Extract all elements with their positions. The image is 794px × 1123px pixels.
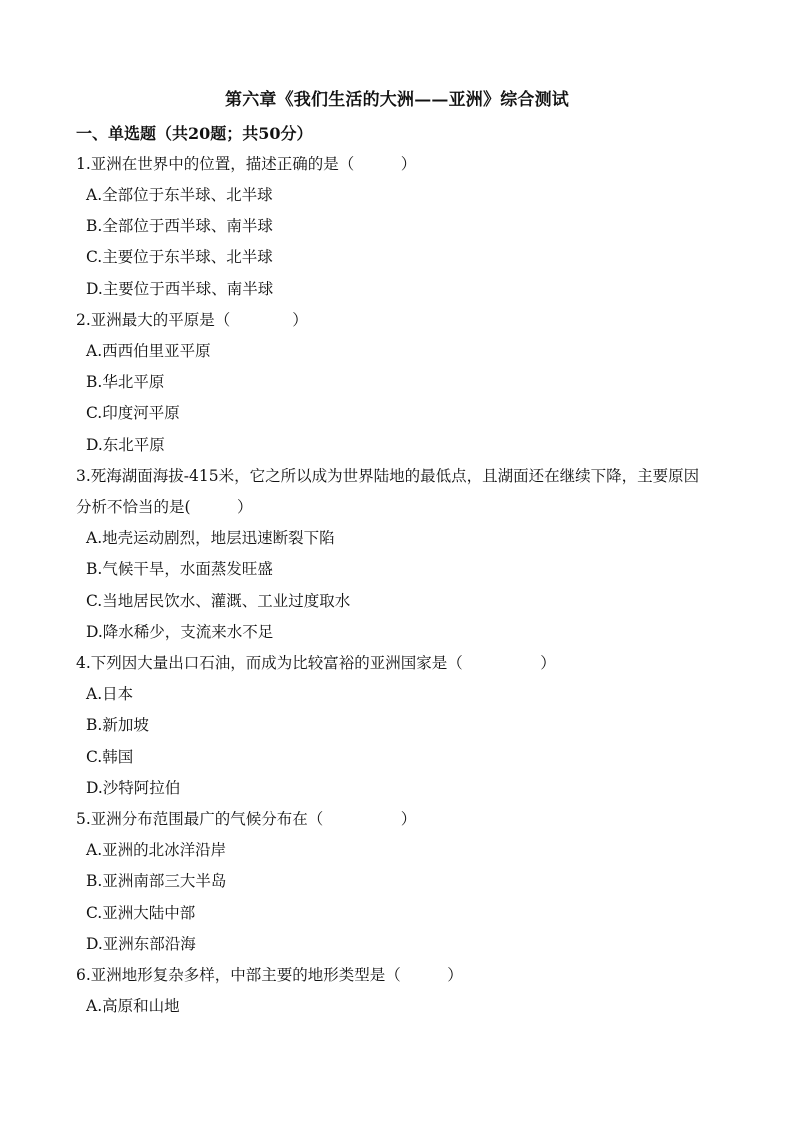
question-stem-5: 5.亚洲分布范围最广的气候分布在（ ）: [76, 810, 417, 828]
option-5c: C.亚洲大陆中部: [86, 904, 196, 922]
question-stem-2: 2.亚洲最大的平原是（ ）: [76, 311, 308, 329]
option-4c: C.韩国: [86, 748, 134, 766]
option-4a: A.日本: [86, 685, 134, 703]
option-4b: B.新加坡: [86, 716, 149, 734]
option-2a: A.西西伯里亚平原: [86, 342, 211, 360]
option-2b: B.华北平原: [86, 373, 165, 391]
page-title: 第六章《我们生活的大洲——亚洲》综合测试: [225, 90, 569, 110]
question-stem-3-cont: 分析不恰当的是( ）: [76, 498, 253, 516]
question-stem-6: 6.亚洲地形复杂多样，中部主要的地形类型是（ ）: [76, 966, 463, 984]
option-3c: C.当地居民饮水、灌溉、工业过度取水: [86, 592, 351, 610]
question-stem-3: 3.死海湖面海拔-415米，它之所以成为世界陆地的最低点，且湖面还在继续下降，主要原因: [76, 467, 700, 485]
option-3b: B.气候干旱，水面蒸发旺盛: [86, 560, 273, 578]
option-6a: A.高原和山地: [86, 997, 180, 1015]
option-1b: B.全部位于西半球、南半球: [86, 217, 273, 235]
option-1a: A.全部位于东半球、北半球: [86, 186, 273, 204]
option-3d: D.降水稀少，支流来水不足: [86, 623, 274, 641]
question-stem-4: 4.下列因大量出口石油，而成为比较富裕的亚洲国家是（ ）: [76, 654, 556, 672]
option-2d: D.东北平原: [86, 436, 165, 454]
option-4d: D.沙特阿拉伯: [86, 779, 181, 797]
option-5d: D.亚洲东部沿海: [86, 935, 196, 953]
option-5a: A.亚洲的北冰洋沿岸: [86, 841, 227, 859]
option-5b: B.亚洲南部三大半岛: [86, 872, 227, 890]
option-1c: C.主要位于东半球、北半球: [86, 248, 273, 266]
question-stem-1: 1.亚洲在世界中的位置，描述正确的是（ ）: [76, 155, 417, 173]
option-3a: A.地壳运动剧烈，地层迅速断裂下陷: [86, 529, 335, 547]
option-1d: D.主要位于西半球、南半球: [86, 280, 274, 298]
section-heading: 一、单选题（共20题；共50分）: [76, 124, 313, 143]
option-2c: C.印度河平原: [86, 404, 180, 422]
